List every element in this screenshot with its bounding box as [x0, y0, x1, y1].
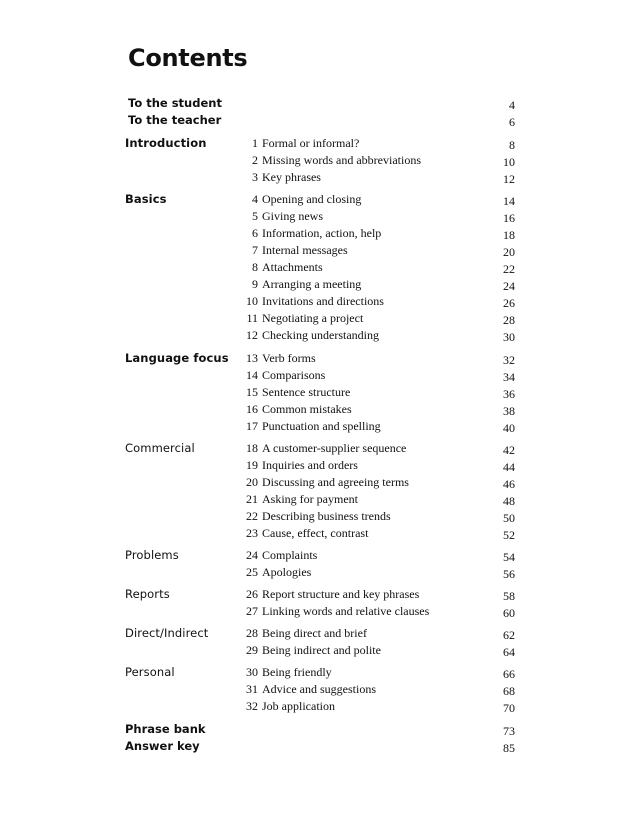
- toc-unit-row: [0, 402, 638, 420]
- toc-entry-label: To the student: [128, 96, 222, 110]
- unit-title: Attachments: [262, 260, 323, 274]
- toc-unit-row: [0, 643, 638, 661]
- unit-number: 23: [246, 526, 258, 540]
- section-personal: Personal: [125, 665, 175, 679]
- toc-unit-row: [0, 277, 638, 295]
- toc-unit-row: [0, 548, 638, 566]
- section-direct-indirect: Direct/Indirect: [125, 626, 209, 640]
- toc-page-number: 85: [503, 741, 515, 755]
- unit-title: Information, action, help: [262, 226, 382, 240]
- toc-page-number: 28: [503, 313, 515, 327]
- toc-page-number: 20: [503, 245, 515, 259]
- toc-unit-row: [0, 153, 638, 171]
- unit-number: 9: [252, 277, 258, 291]
- unit-title: Being direct and brief: [262, 626, 367, 640]
- toc-page-number: 66: [503, 667, 515, 681]
- toc-unit-row: [0, 419, 638, 437]
- toc-entry-label: Answer key: [125, 739, 200, 753]
- unit-number: 26: [246, 587, 258, 601]
- toc-unit-row: [0, 682, 638, 700]
- section-introduction: Introduction: [125, 136, 207, 150]
- toc-entry-to-the-student: [0, 96, 638, 114]
- toc-entry-phrase-bank: [0, 722, 638, 740]
- toc-page-number: 54: [503, 550, 515, 564]
- unit-title: Arranging a meeting: [262, 277, 362, 291]
- toc-unit-row: [0, 526, 638, 544]
- toc-page-number: 8: [509, 138, 515, 152]
- unit-number: 25: [246, 565, 258, 579]
- unit-number: 30: [246, 665, 258, 679]
- toc-page-number: 52: [503, 528, 515, 542]
- unit-title: Punctuation and spelling: [262, 419, 381, 433]
- unit-number: 11: [246, 311, 258, 325]
- unit-number: 2: [252, 153, 258, 167]
- unit-number: 15: [246, 385, 258, 399]
- toc-page-number: 48: [503, 494, 515, 508]
- unit-title: A customer-supplier sequence: [262, 441, 407, 455]
- unit-title: Internal messages: [262, 243, 348, 257]
- unit-number: 5: [252, 209, 258, 223]
- toc-page-number: 24: [503, 279, 515, 293]
- section-reports: Reports: [125, 587, 170, 601]
- toc-unit-row: [0, 458, 638, 476]
- unit-title: Discussing and agreeing terms: [262, 475, 409, 489]
- toc-unit-row: [0, 136, 638, 154]
- toc-page-number: 4: [509, 98, 515, 112]
- unit-title: Giving news: [262, 209, 323, 223]
- unit-title: Checking understanding: [262, 328, 379, 342]
- toc-page-number: 6: [509, 115, 515, 129]
- unit-number: 12: [246, 328, 258, 342]
- unit-number: 28: [246, 626, 258, 640]
- toc-page-number: 46: [503, 477, 515, 491]
- toc-unit-row: [0, 385, 638, 403]
- toc-entry-label: To the teacher: [128, 113, 222, 127]
- toc-unit-row: [0, 311, 638, 329]
- unit-title: Complaints: [262, 548, 318, 562]
- toc-page-number: 18: [503, 228, 515, 242]
- toc-page-number: 70: [503, 701, 515, 715]
- toc-page-number: 62: [503, 628, 515, 642]
- toc-page-number: 14: [503, 194, 515, 208]
- toc-unit-row: [0, 170, 638, 188]
- toc-unit-row: [0, 509, 638, 527]
- unit-title: Missing words and abbreviations: [262, 153, 421, 167]
- unit-title: Sentence structure: [262, 385, 351, 399]
- toc-unit-row: [0, 475, 638, 493]
- unit-title: Linking words and relative clauses: [262, 604, 430, 618]
- toc-unit-row: [0, 587, 638, 605]
- toc-entry-to-the-teacher: [0, 113, 638, 131]
- unit-number: 4: [252, 192, 258, 206]
- unit-number: 16: [246, 402, 258, 416]
- toc-page-number: 64: [503, 645, 515, 659]
- unit-number: 21: [246, 492, 258, 506]
- toc-page-number: 10: [503, 155, 515, 169]
- toc-unit-row: [0, 209, 638, 227]
- toc-entry-label: Phrase bank: [125, 722, 206, 736]
- toc-unit-row: [0, 699, 638, 717]
- unit-title: Asking for payment: [262, 492, 358, 506]
- unit-title: Describing business trends: [262, 509, 391, 523]
- unit-title: Report structure and key phrases: [262, 587, 420, 601]
- unit-title: Verb forms: [262, 351, 316, 365]
- toc-unit-row: [0, 441, 638, 459]
- toc-page-number: 50: [503, 511, 515, 525]
- unit-title: Inquiries and orders: [262, 458, 358, 472]
- unit-number: 20: [246, 475, 258, 489]
- toc-page-number: 60: [503, 606, 515, 620]
- unit-number: 18: [246, 441, 258, 455]
- toc-unit-row: [0, 192, 638, 210]
- toc-unit-row: [0, 260, 638, 278]
- unit-title: Apologies: [262, 565, 312, 579]
- toc-page-number: 36: [503, 387, 515, 401]
- toc-page-number: 30: [503, 330, 515, 344]
- toc-page-number: 73: [503, 724, 515, 738]
- toc-page-number: 32: [503, 353, 515, 367]
- page-title: Contents: [128, 44, 248, 72]
- toc-unit-row: [0, 565, 638, 583]
- toc-unit-row: [0, 243, 638, 261]
- unit-title: Cause, effect, contrast: [262, 526, 369, 540]
- unit-number: 1: [252, 136, 258, 150]
- unit-number: 27: [246, 604, 258, 618]
- unit-title: Formal or informal?: [262, 136, 360, 150]
- unit-title: Advice and suggestions: [262, 682, 376, 696]
- toc-unit-row: [0, 492, 638, 510]
- toc-unit-row: [0, 665, 638, 683]
- toc-page-number: 38: [503, 404, 515, 418]
- unit-number: 31: [246, 682, 258, 696]
- unit-number: 7: [252, 243, 258, 257]
- unit-number: 13: [246, 351, 258, 365]
- toc-page-number: 26: [503, 296, 515, 310]
- toc-unit-row: [0, 351, 638, 369]
- toc-page-number: 22: [503, 262, 515, 276]
- unit-title: Common mistakes: [262, 402, 352, 416]
- unit-title: Being indirect and polite: [262, 643, 381, 657]
- unit-title: Key phrases: [262, 170, 321, 184]
- unit-title: Comparisons: [262, 368, 326, 382]
- toc-unit-row: [0, 294, 638, 312]
- toc-page-number: 34: [503, 370, 515, 384]
- unit-number: 6: [252, 226, 258, 240]
- unit-number: 24: [246, 548, 258, 562]
- unit-title: Being friendly: [262, 665, 332, 679]
- toc-page-number: 40: [503, 421, 515, 435]
- unit-number: 19: [246, 458, 258, 472]
- unit-title: Opening and closing: [262, 192, 362, 206]
- section-language-focus: Language focus: [125, 351, 229, 365]
- unit-number: 29: [246, 643, 258, 657]
- toc-unit-row: [0, 226, 638, 244]
- section-commercial: Commercial: [125, 441, 195, 455]
- toc-unit-row: [0, 604, 638, 622]
- unit-title: Negotiating a project: [262, 311, 364, 325]
- section-basics: Basics: [125, 192, 167, 206]
- unit-number: 32: [246, 699, 258, 713]
- unit-number: 3: [252, 170, 258, 184]
- toc-unit-row: [0, 626, 638, 644]
- toc-unit-row: [0, 368, 638, 386]
- unit-number: 14: [246, 368, 258, 382]
- unit-number: 10: [246, 294, 258, 308]
- section-problems: Problems: [125, 548, 179, 562]
- unit-number: 8: [252, 260, 258, 274]
- toc-page-number: 68: [503, 684, 515, 698]
- toc-page-number: 56: [503, 567, 515, 581]
- toc-page-number: 16: [503, 211, 515, 225]
- unit-number: 17: [246, 419, 258, 433]
- toc-page-number: 44: [503, 460, 515, 474]
- toc-unit-row: [0, 328, 638, 346]
- toc-page-number: 58: [503, 589, 515, 603]
- unit-number: 22: [246, 509, 258, 523]
- toc-page-number: 42: [503, 443, 515, 457]
- toc-page-number: 12: [503, 172, 515, 186]
- toc-entry-answer-key: [0, 739, 638, 757]
- unit-title: Invitations and directions: [262, 294, 384, 308]
- unit-title: Job application: [262, 699, 335, 713]
